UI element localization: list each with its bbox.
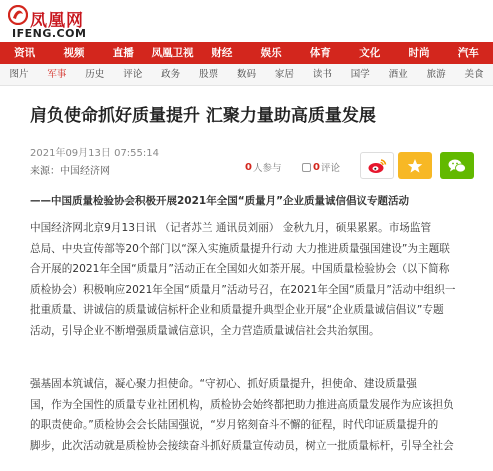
logo-text-en: IFENG.COM: [12, 27, 87, 40]
nav-item-entertainment[interactable]: 娱乐: [260, 47, 282, 59]
paragraph-line: 批重质量、讲诚信的质量诚信标杆企业和质量提升典型企业开展“企业质量诚信倡议”专题: [30, 304, 444, 316]
weibo-icon: [367, 158, 387, 174]
nav-item-phoenix-tv[interactable]: 凤凰卫视: [151, 47, 194, 59]
star-icon: [407, 158, 423, 174]
nav-item-auto[interactable]: 汽车: [457, 47, 479, 59]
secondary-nav: [0, 64, 493, 86]
subnav-item-opinion[interactable]: 评论: [123, 69, 143, 80]
participants-number: 0: [245, 161, 252, 173]
nav-item-finance[interactable]: 财经: [211, 47, 233, 59]
nav-item-live[interactable]: 直播: [112, 47, 134, 59]
nav-item-culture[interactable]: 文化: [359, 47, 381, 59]
subnav-item-stocks[interactable]: 股票: [199, 69, 219, 80]
wechat-icon: [447, 158, 467, 174]
paragraph-line: 活动，引导企业不断增强质量诚信意识，全力营造质量诚信社会共治氛围。: [30, 324, 380, 337]
article-subtitle: ——中国质量检验协会积极开展2021年全国“质量月”企业质量诚信倡议专题活动: [30, 195, 410, 207]
favorite-button[interactable]: [398, 152, 432, 179]
paragraph-line: 中国经济网北京9月13日讯 （记者苏兰 通讯员刘丽） 金秋九月，硕果累累。市场监管: [30, 222, 432, 234]
subnav-item-pictures[interactable]: 图片: [9, 69, 29, 80]
comments-label: 评论: [320, 163, 340, 174]
participants-count[interactable]: [245, 160, 281, 174]
paragraph-line: 脚步，此次活动就是质检协会接续奋斗抓好质量宣传动员，树立一批质量标杆，引导全社会: [30, 439, 454, 452]
subnav-item-government[interactable]: 政务: [161, 69, 181, 80]
paragraph-line: 质检协会）积极响应2021年全国“质量月”活动号召，在2021年全国“质量月”活动中组织一: [30, 283, 456, 296]
subnav-item-digital[interactable]: 数码: [236, 69, 256, 80]
paragraph-line: 合开展的2021年全国“质量月”活动正在全国如火如荼开展。中国质量检验协会（以下简称: [30, 263, 450, 275]
subnav-item-food[interactable]: 美食: [464, 69, 484, 80]
source-link[interactable]: 中国经济网: [60, 166, 110, 177]
article-source: [30, 162, 110, 177]
comments-number: 0: [313, 161, 320, 173]
subnav-item-books[interactable]: 读书: [312, 69, 332, 80]
subnav-item-sinology[interactable]: 国学: [350, 69, 370, 80]
nav-item-sports[interactable]: 体育: [309, 47, 331, 59]
logo-text-cn: 凤凰网: [30, 11, 84, 31]
share-weibo-button[interactable]: [360, 152, 394, 179]
paragraph-line: 国，作为全国性的质量专业社团机构，质检协会始终都把助力推进高质量发展作为应该担负: [30, 398, 454, 411]
subnav-item-travel[interactable]: 旅游: [426, 69, 446, 80]
article-title: 肩负使命抓好质量提升 汇聚力量助高质量发展: [30, 106, 376, 126]
site-logo[interactable]: [8, 5, 98, 39]
article-paragraph-1: [30, 218, 482, 341]
comments-count[interactable]: [302, 160, 340, 174]
source-label: 来源：: [30, 166, 60, 177]
site-header: [0, 0, 493, 42]
article-datetime: 2021年09月13日 07:55:14: [30, 148, 159, 159]
phoenix-logo-icon: [8, 5, 28, 25]
nav-item-video[interactable]: 视频: [63, 47, 85, 59]
paragraph-line: 的职责使命。”质检协会会长陆国强说，“岁月铭刻奋斗不懈的征程，时代印证质量提升的: [30, 419, 439, 431]
primary-nav: [0, 42, 493, 64]
subnav-item-liquor[interactable]: 酒业: [388, 69, 408, 80]
subnav-item-military[interactable]: 军事: [47, 69, 67, 80]
nav-item-news[interactable]: 资讯: [14, 47, 36, 59]
article-paragraph-2: [30, 374, 482, 456]
subnav-item-history[interactable]: 历史: [85, 69, 105, 80]
subnav-item-home[interactable]: 家居: [274, 69, 294, 80]
paragraph-line: 强基固本筑诚信，凝心聚力担使命。“守初心、抓好质量提升，担使命、建设质量强: [30, 378, 417, 390]
comment-icon: [302, 163, 311, 172]
share-wechat-button[interactable]: [440, 152, 474, 179]
nav-item-fashion[interactable]: 时尚: [408, 47, 430, 59]
paragraph-line: 总局、中央宣传部等20个部门以“深入实施质量提升行动 大力推进质量强国建设”为主题联: [30, 242, 450, 255]
participants-label: 人参与: [252, 163, 282, 174]
